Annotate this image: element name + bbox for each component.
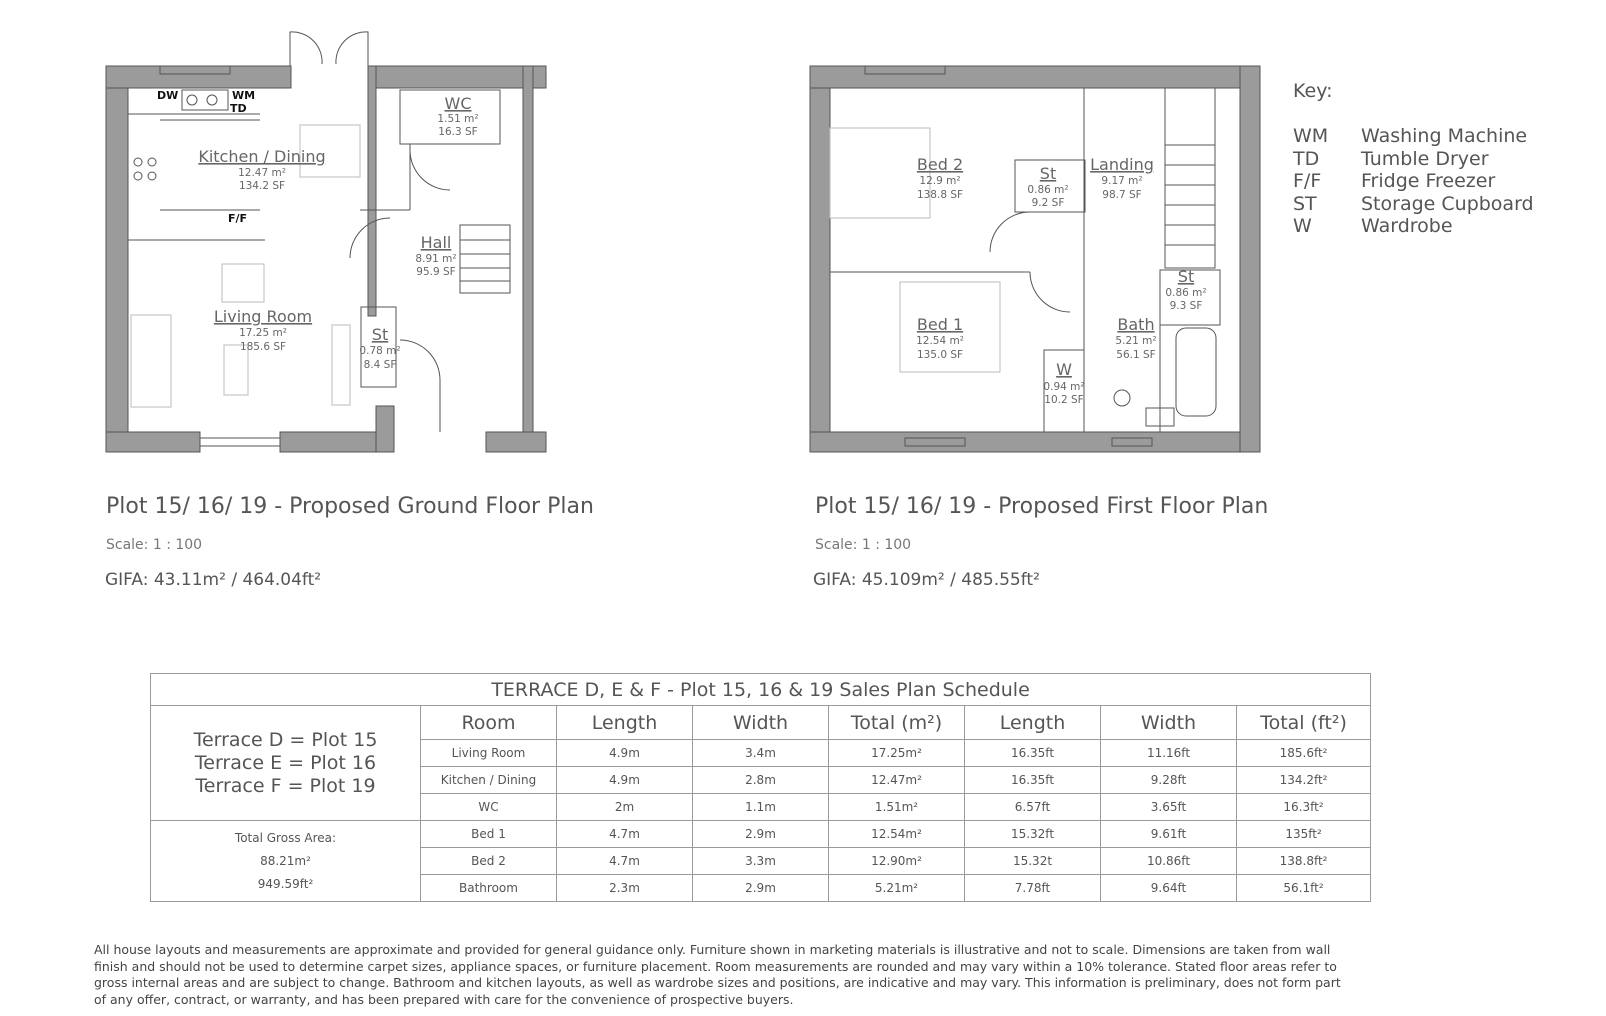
table-cell: 2m: [557, 794, 693, 821]
key-item: [1293, 170, 1495, 192]
disclaimer-text: All house layouts and measurements are approximate and provided for general guidance only. Furniture shown in marketing materials is illustrative and not to scale. Dimensions are taken from wall finish and should not be used to determine carpet sizes, appliance spaces, or furniture placement. Room measurements are rounded and may vary within a 10% tolerance. Stated floor areas refer to gross internal areas and are subject to change. Bathroom and kitchen layouts, as well as wardrobe sizes and positions, are indicative and may vary. This information is preliminary, does not form part of any offer, contract, or warranty, and has been prepared with care for the convenience of prospective buyers.: [94, 942, 1341, 1007]
room-name-bed1: Bed 1: [916, 315, 964, 334]
table-cell: 12.47m²: [829, 767, 965, 794]
key-abbr: ST: [1293, 193, 1317, 215]
room-name-st1: St: [1039, 164, 1057, 183]
key-item: [1293, 215, 1453, 237]
table-cell: 4.7m: [557, 821, 693, 848]
ground-floor-title: Plot 15/ 16/ 19 - Proposed Ground Floor Plan: [106, 494, 594, 519]
room-area-m-store: 0.78 m²: [359, 345, 401, 357]
key-desc: Fridge Freezer: [1361, 170, 1496, 192]
header-length-m: Length: [557, 706, 693, 740]
total-m: 88.21m²: [260, 853, 311, 868]
header-total-ft: Total (ft²): [1237, 706, 1371, 740]
ff-label: F/F: [228, 212, 248, 225]
table-cell: 4.7m: [557, 848, 693, 875]
room-name-bed2: Bed 2: [916, 155, 964, 174]
room-area-sf-landing: 98.7 SF: [1102, 189, 1142, 201]
room-name-wc: WC: [444, 94, 472, 113]
cell-room: Bed 2: [421, 848, 557, 875]
table-cell: 2.9m: [693, 875, 829, 902]
first-floor-plan: [0, 0, 1300, 470]
room-area-sf-wc: 16.3 SF: [438, 126, 478, 138]
key-desc: Tumble Dryer: [1361, 148, 1489, 170]
schedule-title: TERRACE D, E & F - Plot 15, 16 & 19 Sales Plan Schedule: [151, 674, 1371, 706]
table-cell: 2.3m: [557, 875, 693, 902]
room-area-sf-bath: 56.1 SF: [1116, 349, 1156, 361]
room-name-st2: St: [1177, 267, 1195, 286]
room-area-sf-kitchen: 134.2 SF: [238, 180, 286, 192]
table-cell: 1.51m²: [829, 794, 965, 821]
room-area-m-bath: 5.21 m²: [1115, 335, 1157, 347]
header-room: Room: [421, 706, 557, 740]
room-area-m-landing: 9.17 m²: [1101, 175, 1143, 187]
plot-list: [151, 706, 421, 821]
table-cell: 17.25m²: [829, 740, 965, 767]
table-cell: 138.8ft²: [1237, 848, 1371, 875]
room-area-m-hall: 8.91 m²: [415, 253, 457, 265]
table-cell: 9.64ft: [1101, 875, 1237, 902]
room-name-bath: Bath: [1117, 315, 1155, 334]
key-abbr: W: [1293, 215, 1312, 237]
ground-floor-gifa: GIFA: 43.11m² / 464.04ft²: [105, 570, 322, 590]
header-length-ft: Length: [965, 706, 1101, 740]
dw-label: DW: [157, 89, 179, 102]
room-area-m-bed2: 12.9 m²: [919, 175, 961, 187]
room-area-sf-bed2: 138.8 SF: [916, 189, 964, 201]
total-gross-area: [151, 821, 421, 902]
plot-line: Terrace D = Plot 15: [193, 728, 378, 751]
plot-line: Terrace E = Plot 16: [194, 751, 377, 774]
sales-plan-schedule: [150, 673, 1371, 902]
table-cell: 2.8m: [693, 767, 829, 794]
table-cell: 4.9m: [557, 767, 693, 794]
plot-line: Terrace F = Plot 19: [195, 774, 376, 797]
key-abbr: WM: [1293, 125, 1329, 147]
room-name-store: St: [371, 325, 389, 344]
table-cell: 9.28ft: [1101, 767, 1237, 794]
cell-room: Bathroom: [421, 875, 557, 902]
room-area-sf-hall: 95.9 SF: [416, 266, 456, 278]
room-name-landing: Landing: [1090, 155, 1154, 174]
table-cell: 12.90m²: [829, 848, 965, 875]
cell-room: Kitchen / Dining: [421, 767, 557, 794]
table-cell: 56.1ft²: [1237, 875, 1371, 902]
table-cell: 10.86ft: [1101, 848, 1237, 875]
table-cell: 185.6ft²: [1237, 740, 1371, 767]
table-cell: 2.9m: [693, 821, 829, 848]
table-cell: 1.1m: [693, 794, 829, 821]
room-area-m-bed1: 12.54 m²: [916, 335, 964, 347]
table-cell: 4.9m: [557, 740, 693, 767]
key-item: [1293, 125, 1527, 147]
key-item: [1293, 193, 1534, 215]
room-area-sf-living: 185.6 SF: [239, 341, 287, 353]
room-area-m-st1: 0.86 m²: [1027, 184, 1069, 196]
key-item: [1293, 148, 1489, 170]
room-name-kitchen: Kitchen / Dining: [198, 147, 326, 166]
room-area-m-kitchen: 12.47 m²: [238, 167, 286, 179]
room-name-living: Living Room: [213, 307, 313, 326]
room-area-m-wc: 1.51 m²: [437, 113, 479, 125]
table-cell: 15.32ft: [965, 821, 1101, 848]
table-row: [151, 821, 1371, 848]
table-cell: 16.35ft: [965, 740, 1101, 767]
header-total-m: Total (m²): [829, 706, 965, 740]
cell-room: Living Room: [421, 740, 557, 767]
wm-label: WM: [232, 89, 256, 102]
room-area-sf-store: 8.4 SF: [363, 359, 397, 371]
room-area-m-wardrobe: 0.94 m²: [1043, 381, 1085, 393]
table-cell: 7.78ft: [965, 875, 1101, 902]
table-cell: 9.61ft: [1101, 821, 1237, 848]
td-label: TD: [230, 102, 247, 115]
table-cell: 15.32t: [965, 848, 1101, 875]
first-floor-title: Plot 15/ 16/ 19 - Proposed First Floor Plan: [815, 494, 1269, 519]
key-desc: Storage Cupboard: [1361, 193, 1534, 215]
room-area-sf-st2: 9.3 SF: [1169, 300, 1203, 312]
table-cell: 134.2ft²: [1237, 767, 1371, 794]
cell-room: Bed 1: [421, 821, 557, 848]
key-desc: Wardrobe: [1361, 215, 1453, 237]
cell-room: WC: [421, 794, 557, 821]
ground-floor-scale: Scale: 1 : 100: [106, 537, 203, 553]
key-desc: Washing Machine: [1361, 125, 1528, 147]
room-area-m-living: 17.25 m²: [239, 327, 287, 339]
first-floor-gifa: GIFA: 45.109m² / 485.55ft²: [813, 570, 1040, 590]
room-name-wardrobe: W: [1056, 360, 1072, 379]
table-cell: 16.3ft²: [1237, 794, 1371, 821]
room-area-sf-wardrobe: 10.2 SF: [1044, 394, 1084, 406]
table-cell: 3.4m: [693, 740, 829, 767]
key-abbr: TD: [1293, 148, 1320, 170]
first-floor-scale: Scale: 1 : 100: [815, 537, 912, 553]
header-width-ft: Width: [1101, 706, 1237, 740]
key-abbr: F/F: [1293, 170, 1322, 192]
total-label: Total Gross Area:: [234, 830, 337, 845]
room-name-hall: Hall: [420, 233, 452, 252]
header-width-m: Width: [693, 706, 829, 740]
total-ft: 949.59ft²: [257, 876, 314, 891]
table-cell: 135ft²: [1237, 821, 1371, 848]
room-area-sf-bed1: 135.0 SF: [916, 349, 964, 361]
table-cell: 16.35ft: [965, 767, 1101, 794]
table-cell: 3.65ft: [1101, 794, 1237, 821]
table-cell: 5.21m²: [829, 875, 965, 902]
table-cell: 11.16ft: [1101, 740, 1237, 767]
room-area-m-st2: 0.86 m²: [1165, 287, 1207, 299]
key-title: Key:: [1293, 80, 1333, 102]
table-cell: 6.57ft: [965, 794, 1101, 821]
table-cell: 12.54m²: [829, 821, 965, 848]
room-area-sf-st1: 9.2 SF: [1031, 197, 1065, 209]
table-cell: 3.3m: [693, 848, 829, 875]
